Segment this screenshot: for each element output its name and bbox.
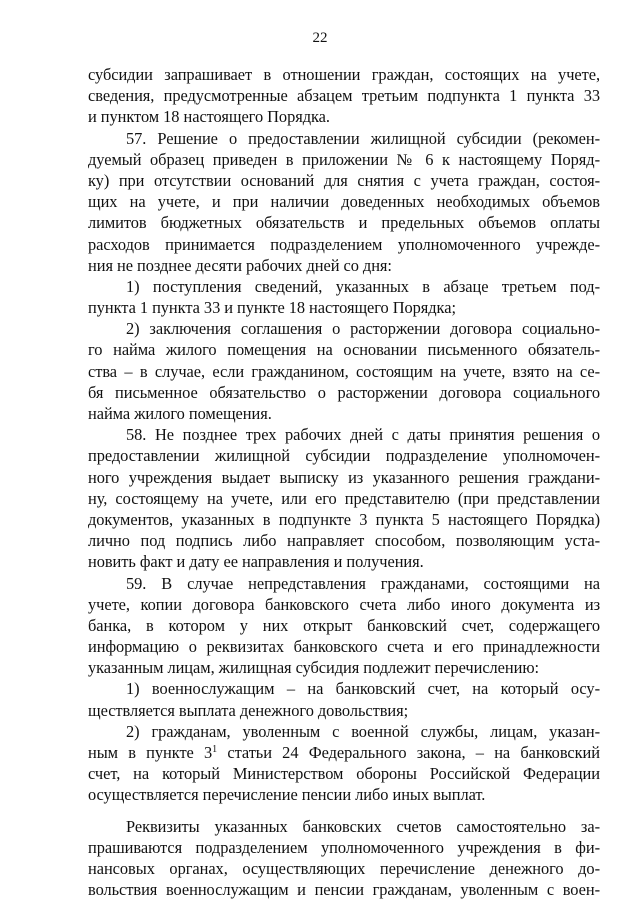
text-line: сведения, предусмотренные абзацем третьим подпункта 1 пункта 33 (88, 86, 600, 106)
text-line: предоставлении жилищной субсидии подразделение уполномочен- (88, 446, 600, 466)
text-line: дуемый образец приведен в приложении № 6 к настоящему Поряд- (88, 149, 600, 169)
text-line: документов, указанных в подпункте 3 пункта 5 настоящего Порядка) (88, 509, 600, 529)
document-body (88, 64, 600, 900)
text-line: ным в пункте $3^1$ статьи 24 Федерального закона, – на банковский (88, 743, 601, 762)
text-line: ществляется выплата денежного довольствия; (88, 700, 409, 720)
text-line: вольствия военнослужащим и пенсии гражданам, уволенным с воен- (88, 880, 600, 900)
text-line: щих на учете, и при наличии доведенных необходимых объемов (88, 192, 600, 212)
text-line: 2) гражданам, уволенным с военной службы, лицам, указан- (126, 721, 600, 741)
text-line: субсидии запрашивает в отношении граждан, состоящих на учете, (88, 65, 600, 84)
text-line: новить факт и дату ее направления и получения. (88, 552, 424, 572)
text-line: лично под подпись либо направляет способом, позволяющим уста- (88, 531, 600, 551)
text-line: и пунктом 18 настоящего Порядка. (88, 107, 330, 127)
text-line: ния не позднее десяти рабочих дней со дня: (88, 255, 392, 275)
text-line: лимитов бюджетных обязательств и предельных объемов оплаты (88, 213, 600, 233)
text-line: учете, копии договора банковского счета либо иного документа из (88, 594, 600, 614)
text-line: ного учреждения выдает выписку из указанного решения граждани- (88, 467, 600, 487)
text-line: нансовых органах, осуществляющих перечисление денежного до- (88, 858, 600, 878)
text-line: банка, в котором у них открыт банковский счет, содержащего (88, 615, 600, 635)
text-line: 2) заключения соглашения о расторжении договора социально- (126, 319, 600, 339)
text-line: 58. Не позднее трех рабочих дней с даты принятия решения о (126, 425, 600, 445)
text-line: счет, на который Министерством обороны Российской Федерации (88, 764, 600, 784)
text-line: прашиваются подразделением уполномоченного учреждения в фи- (88, 837, 600, 857)
paragraph-gap (88, 806, 600, 816)
text-line: бя письменное обязательство о расторжении договора социального (88, 382, 600, 402)
superscript: 1 (212, 744, 218, 755)
text-line: расходов принимается подразделением уполномоченного учрежде- (88, 234, 600, 254)
text-line: пункта 1 пункта 33 и пункте 18 настоящего Порядка; (88, 298, 456, 318)
text-line: 57. Решение о предоставлении жилищной субсидии (рекомен- (126, 128, 600, 148)
text-line: 1) военнослужащим – на банковский счет, на который осу- (126, 679, 600, 699)
text-line: информацию о реквизитах банковского счета и его принадлежности (88, 637, 600, 657)
text-line: го найма жилого помещения на основании письменного обязатель- (88, 340, 600, 360)
text-line: 1) поступления сведений, указанных в абзаце третьем под- (126, 276, 600, 296)
text-line: ну, состоящему на учете, или его представителю (при представлении (88, 488, 600, 508)
text-line: ку) при отсутствии оснований для снятия с учета граждан, состоя- (88, 170, 600, 190)
text-line: Реквизиты указанных банковских счетов самостоятельно за- (126, 816, 600, 836)
text-line: осуществляется перечисление пенсии либо иных выплат. (88, 785, 486, 805)
text-line: 59. В случае непредставления гражданами, состоящими на (126, 573, 600, 593)
text-line: найма жилого помещения. (88, 404, 272, 423)
page-number: 22 (312, 30, 328, 46)
text-line: ства – в случае, если гражданином, состоящим на учете, взято на се- (88, 361, 600, 381)
text-line: указанным лицам, жилищная субсидия подлежит перечислению: (88, 658, 540, 678)
